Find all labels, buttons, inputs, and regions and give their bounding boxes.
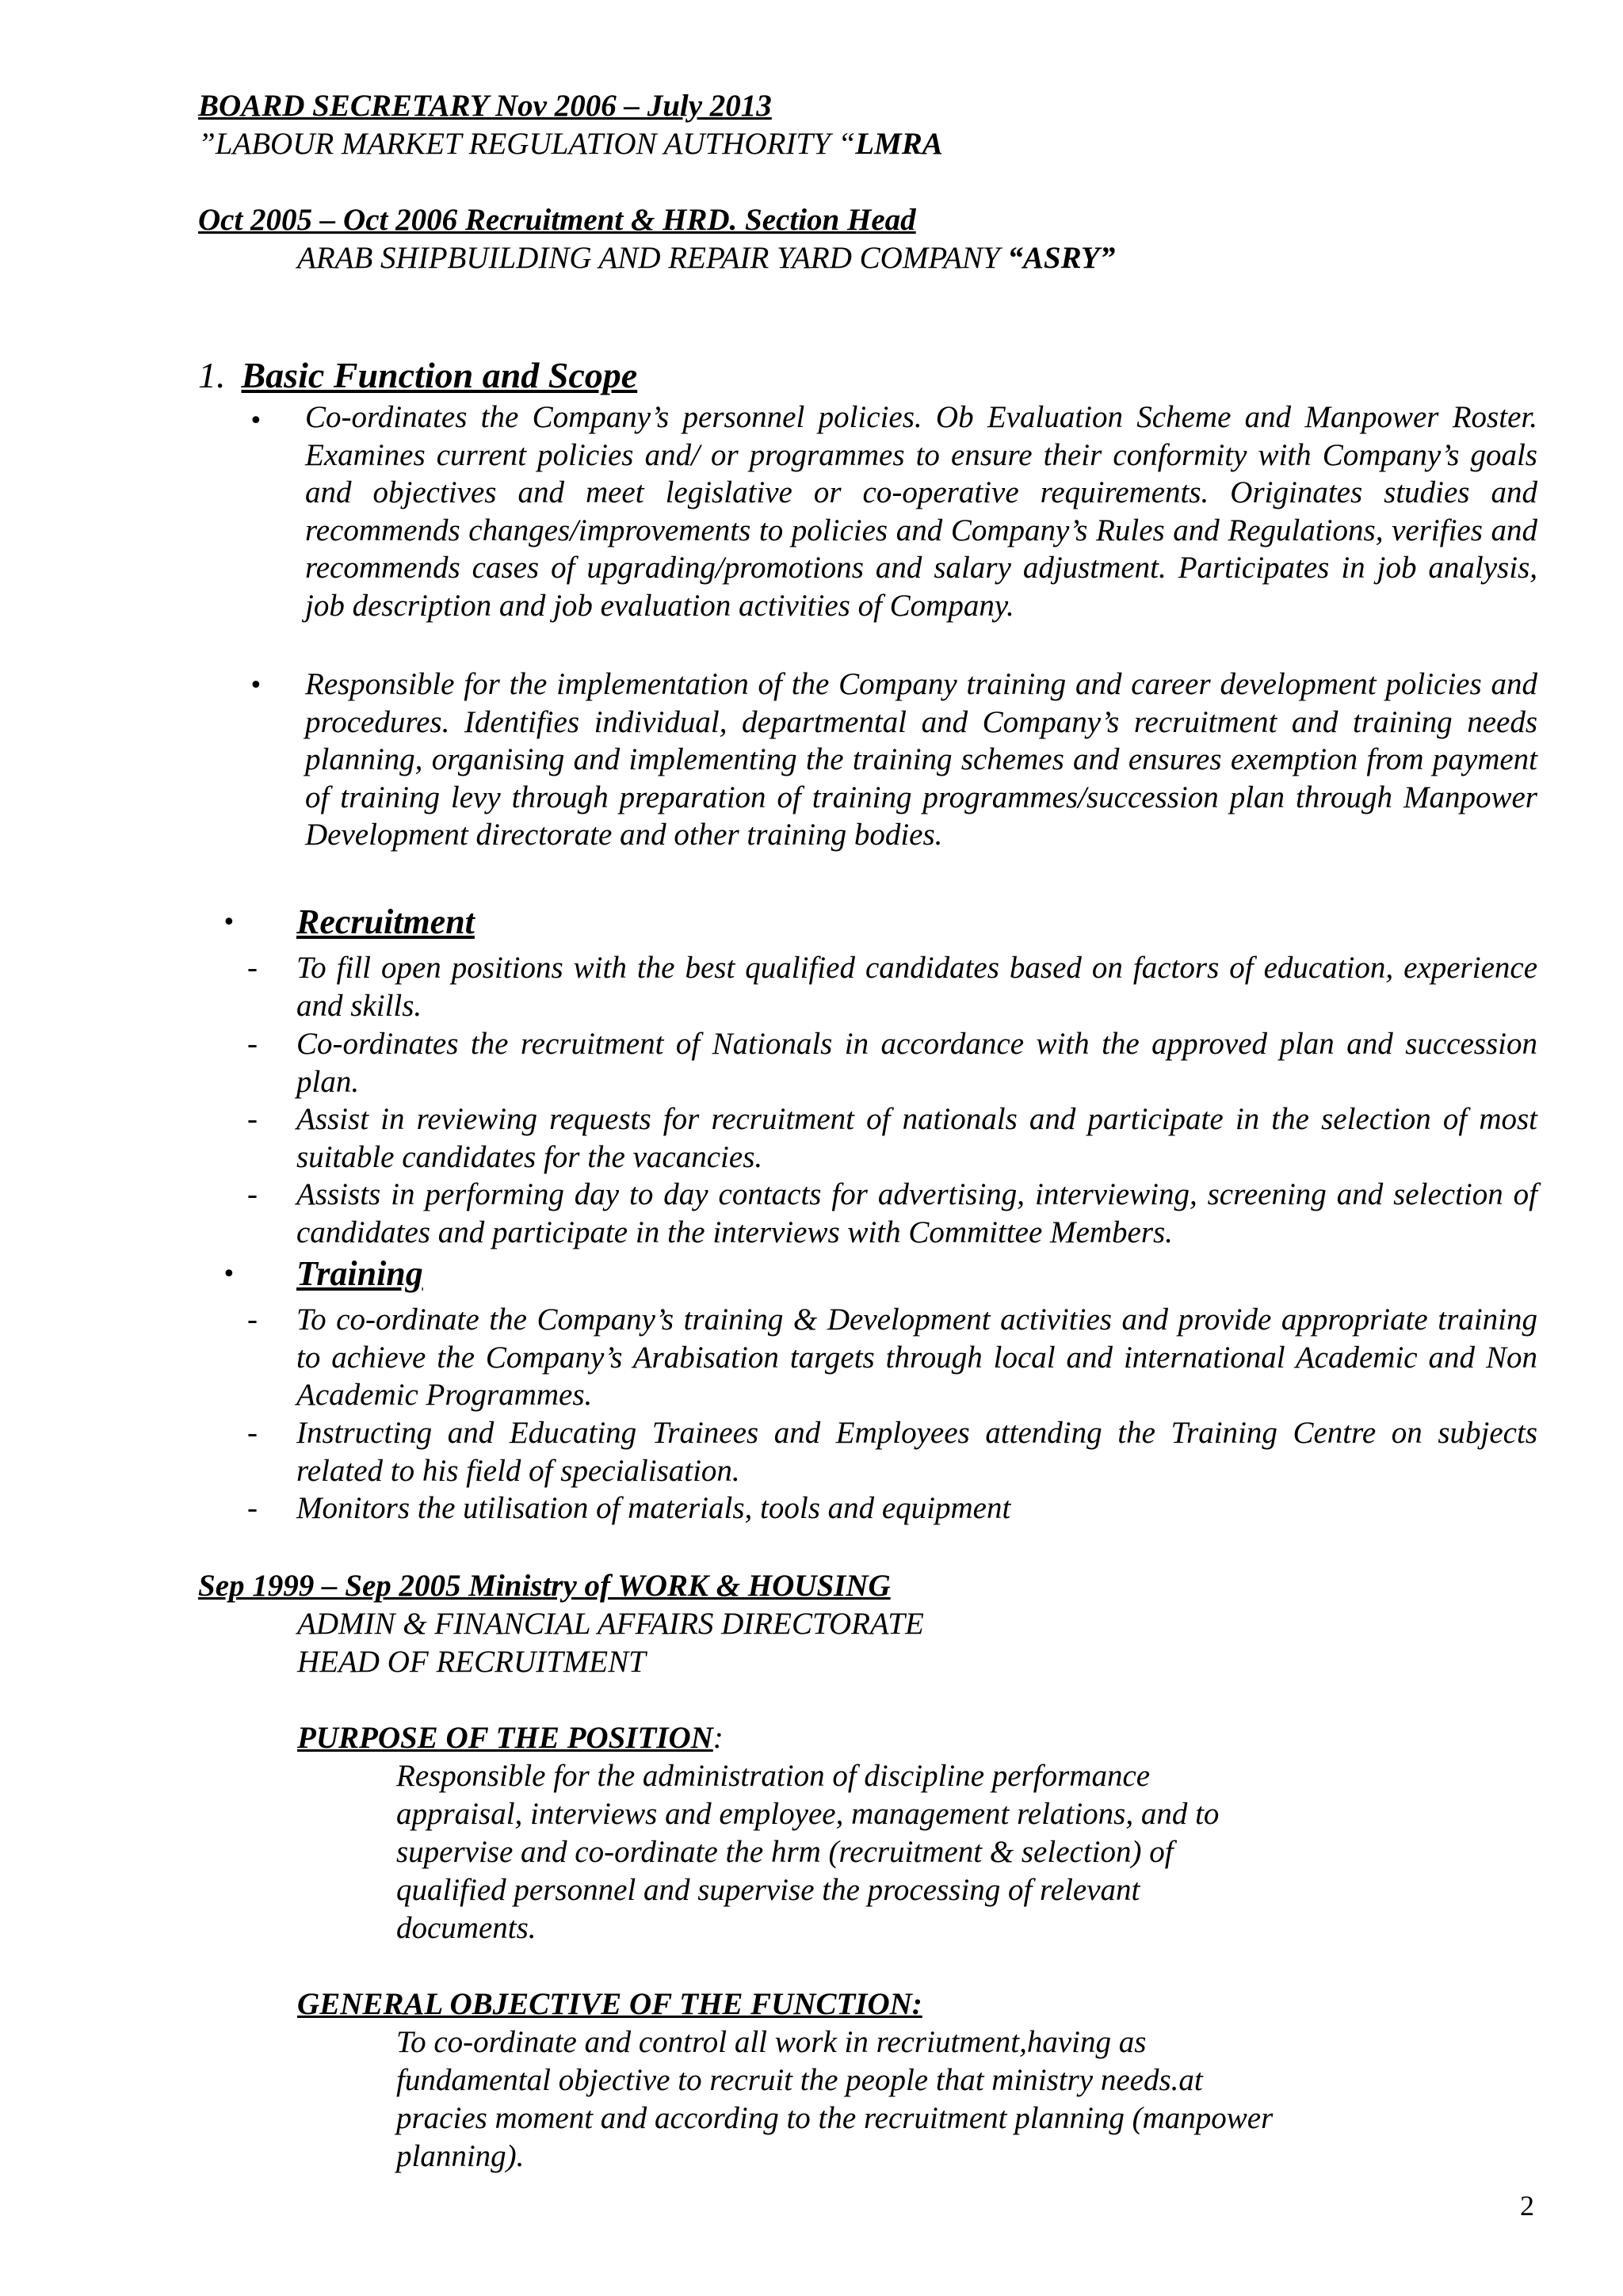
dash-marker: - [247, 1027, 258, 1061]
recruitment-heading: Recruitment [296, 902, 475, 941]
purpose-heading-text: PURPOSE OF THE POSITION [297, 1721, 713, 1755]
purpose-line-3: supervise and co-ordinate the hrm (recruitment & selection) of [396, 1835, 1174, 1869]
section-1-number: 1. [198, 355, 226, 395]
dash-marker: - [247, 1302, 258, 1337]
objective-line-2: fundamental objective to recruit the people that ministry needs.at [396, 2063, 1203, 2097]
purpose-heading [297, 1719, 724, 1756]
training-item-3: Monitors the utilisation of materials, tools and equipment [296, 1491, 1011, 1525]
purpose-line-4: qualified personnel and supervise the processing of relevant [396, 1873, 1140, 1907]
bullet-icon: • [249, 672, 263, 700]
ministry-position: HEAD OF RECRUITMENT [297, 1645, 646, 1679]
lmra-organization [198, 125, 943, 162]
dash-marker: - [247, 1177, 258, 1211]
training-heading: Training [296, 1254, 423, 1293]
section-1-bullet-1: Co-ordinates the Company’s personnel policies. Ob Evaluation Scheme and Manpower Roster. Examines current policies and/ or programmes to ensure their conformity with Company’s goals and objectives and meet legislative or co-operative requirements. Originates studies and recommends changes/improvements to policies and Company’s Rules and Regulations, verifies and recommends cases of upgrading/promotions and salary adjustment. Participates in job analysis, job description and job evaluation activities of Company. [305, 400, 1537, 623]
asry-job-title: Oct 2005 – Oct 2006 Recruitment & HRD. Section Head [198, 203, 916, 237]
lmra-organization-name: ”LABOUR MARKET REGULATION AUTHORITY “ [198, 127, 856, 161]
asry-organization [297, 239, 1115, 277]
section-1-heading [198, 355, 637, 396]
dash-marker: - [247, 951, 258, 985]
page-number: 2 [1520, 2190, 1534, 2222]
recruitment-item-4: Assists in performing day to day contacts for advertising, interviewing, screening and selection of candidates and participate in the interviews with Committee Members. [296, 1177, 1537, 1249]
dash-marker: - [247, 1416, 258, 1450]
bullet-icon: • [222, 909, 236, 936]
lmra-abbreviation: LMRA [855, 127, 943, 161]
training-item-1: To co-ordinate the Company’s training & Development activities and provide appropriate training to achieve the Company’s Arabisation targets through local and international Academic and Non Academic Programmes. [296, 1302, 1537, 1413]
training-item-2: Instructing and Educating Trainees and Employees attending the Training Centre on subjects related to his field of specialisation. [296, 1416, 1537, 1488]
objective-line-1: To co-ordinate and control all work in recriutment,having as [396, 2025, 1147, 2059]
objective-line-4: planning). [396, 2139, 525, 2173]
recruitment-item-3: Assist in reviewing requests for recruitment of nationals and participate in the selection of most suitable candidates for the vacancies. [296, 1102, 1537, 1174]
dash-marker: - [247, 1491, 258, 1525]
section-1-title: Basic Function and Scope [241, 355, 638, 395]
purpose-line-5: documents. [396, 1911, 537, 1945]
objective-heading: GENERAL OBJECTIVE OF THE FUNCTION: [297, 1987, 922, 2021]
purpose-line-1: Responsible for the administration of discipline performance [396, 1759, 1151, 1793]
asry-organization-name: ARAB SHIPBUILDING AND REPAIR YARD COMPANY [297, 241, 1008, 275]
section-1-bullet-2: Responsible for the implementation of the Company training and career development policies and procedures. Identifies individual, departmental and Company’s recruitment and training needs planning, organising and implementing the training schemes and ensures exemption from payment of training levy through preparation of training programmes/succession plan through Manpower Development directorate and other training bodies. [305, 667, 1537, 852]
objective-line-3: pracies moment and according to the recruitment planning (manpower [396, 2101, 1274, 2135]
asry-abbreviation: “ASRY” [1007, 241, 1116, 275]
ministry-directorate: ADMIN & FINANCIAL AFFAIRS DIRECTORATE [297, 1607, 924, 1641]
bullet-icon: • [222, 1261, 236, 1288]
dash-marker: - [247, 1102, 258, 1136]
recruitment-item-2: Co-ordinates the recruitment of Nationals in accordance with the approved plan and succession plan. [296, 1027, 1537, 1099]
lmra-job-title: BOARD SECRETARY Nov 2006 – July 2013 [198, 89, 772, 123]
purpose-line-2: appraisal, interviews and employee, management relations, and to [396, 1797, 1220, 1831]
ministry-job-title: Sep 1999 – Sep 2005 Ministry of WORK & HOUSING [198, 1569, 891, 1603]
bullet-icon: • [249, 407, 263, 435]
purpose-heading-colon: : [712, 1721, 724, 1755]
recruitment-item-1: To fill open positions with the best qualified candidates based on factors of education, experience and skills. [296, 951, 1537, 1023]
